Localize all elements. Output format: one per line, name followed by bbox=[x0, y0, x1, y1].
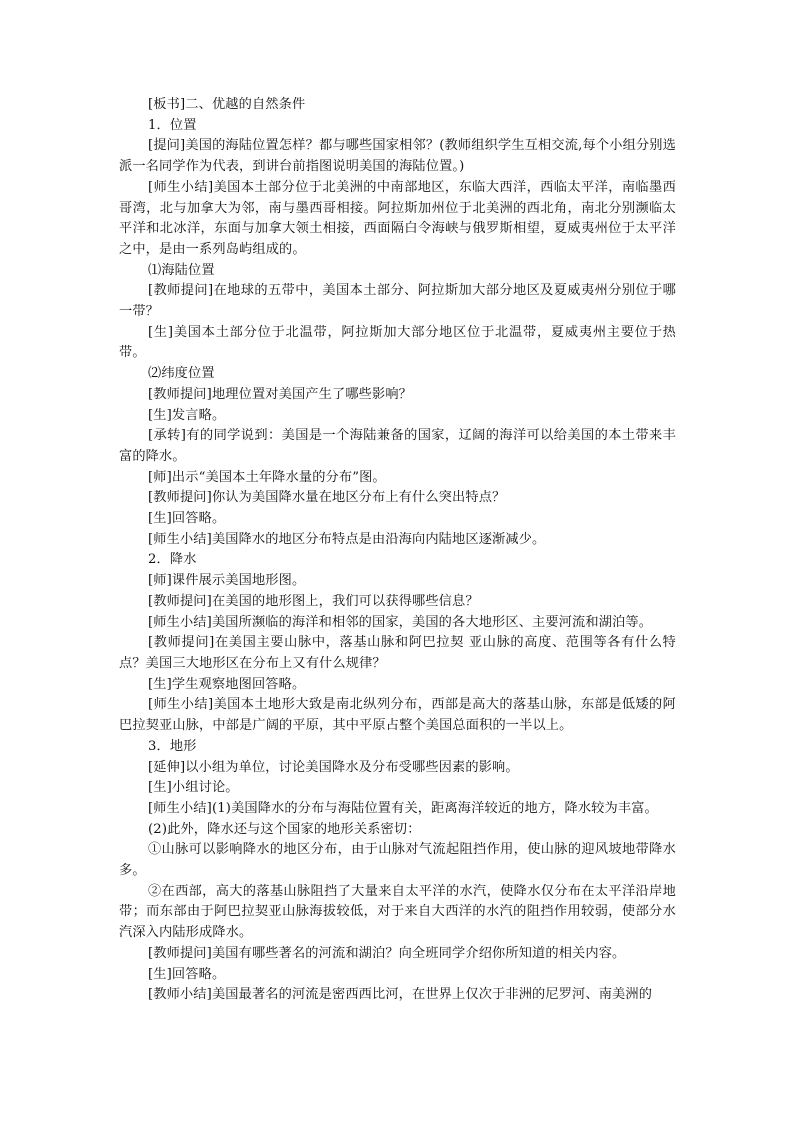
subheading-latitude-position: ⑵纬度位置 bbox=[148, 366, 215, 382]
paragraph: [师]课件展示美国地形图。 bbox=[148, 573, 306, 589]
paragraph: [生]小组讨论。 bbox=[148, 780, 239, 796]
paragraph: [生]发言略。 bbox=[148, 407, 226, 423]
paragraph: [师生小结]美国所濒临的海洋和相邻的国家，美国的各大地形区、主要河流和湖泊等。 bbox=[148, 614, 653, 630]
paragraph: [师生小结]美国本土部分位于北美洲的中南部地区，东临大西洋，西临太平洋，南临墨西哥湾，北与加拿大为邻，南与墨西哥相接。阿拉斯加州位于北美洲的西北角，南北分别濒临太平洋和北冰洋，东面与加拿大领土相接，西面隔白令海峡与俄罗斯相望，夏威夷州位于太平洋之中，是由一系列岛屿组成的。 bbox=[119, 179, 676, 257]
paragraph: [提问]美国的海陆位置怎样？都与哪些国家相邻？(教师组织学生互相交流,每个小组分别选派一名同学作为代表，到讲台前指图说明美国的海陆位置。) bbox=[119, 138, 676, 175]
paragraph: [教师提问]地理位置对美国产生了哪些影响？ bbox=[148, 386, 413, 402]
paragraph: [教师提问]你认为美国降水量在地区分布上有什么突出特点？ bbox=[148, 490, 506, 506]
paragraph: [师]出示“美国本土年降水量的分布”图。 bbox=[148, 469, 386, 485]
paragraph: [师生小结]美国降水的地区分布特点是由沿海向内陆地区逐渐减少。 bbox=[148, 531, 546, 547]
paragraph: [承转]有的同学说到：美国是一个海陆兼备的国家，辽阔的海洋可以给美国的本土带来丰富的降水。 bbox=[119, 428, 676, 464]
paragraph: [延伸]以小组为单位，讨论美国降水及分布受哪些因素的影响。 bbox=[148, 759, 519, 775]
paragraph: [生]回答略。 bbox=[148, 511, 226, 527]
paragraph: [教师提问]在美国的地形图上，我们可以获得哪些信息？ bbox=[148, 593, 479, 609]
paragraph: [师生小结]美国本土地形大致是南北纵列分布，西部是高大的落基山脉，东部是低矮的阿巴拉契亚山脉，中部是广阔的平原，其中平原占整个美国总面积的一半以上。 bbox=[119, 697, 676, 734]
paragraph: ②在西部，高大的落基山脉阻挡了大量来自太平洋的水汽，使降水仅分布在太平洋沿岸地带；而东部由于阿巴拉契亚山脉海拔较低，对于来自大西洋的水汽的阻挡作用较弱，使部分水汽深入内陆形成降水。 bbox=[119, 883, 676, 941]
paragraph: [教师小结]美国最著名的河流是密西西比河，在世界上仅次于非洲的尼罗河、南美洲的 bbox=[148, 987, 653, 1003]
section-heading-terrain: 3．地形 bbox=[148, 738, 197, 754]
paragraph: [师生小结](1)美国降水的分布与海陆位置有关，距离海洋较近的地方，降水较为丰富。 bbox=[148, 800, 658, 816]
paragraph: (2)此外，降水还与这个国家的地形关系密切： bbox=[148, 821, 421, 837]
paragraph: [教师提问]在地球的五带中，美国本土部分、阿拉斯加大部分地区及夏威夷州分别位于哪一带？ bbox=[119, 283, 676, 320]
paragraph: [生]美国本土部分位于北温带，阿拉斯加大部分地区位于北温带，夏威夷州主要位于热带。 bbox=[119, 324, 676, 361]
paragraph: [生]回答略。 bbox=[148, 966, 226, 982]
section-heading-location: 1．位置 bbox=[148, 117, 197, 133]
document-page bbox=[119, 95, 676, 1006]
paragraph: [教师提问]在美国主要山脉中，落基山脉和阿巴拉契 亚山脉的高度、范围等各有什么特点？美国三大地形区在分布上又有什么规律？ bbox=[119, 635, 676, 671]
subheading-sea-land-position: ⑴海陆位置 bbox=[148, 262, 215, 278]
paragraph: ①山脉可以影响降水的地区分布，由于山脉对气流起阻挡作用，使山脉的迎风坡地带降水多。 bbox=[119, 842, 676, 879]
paragraph: [生]学生观察地图回答略。 bbox=[148, 676, 306, 692]
heading-board-title: [板书]二、优越的自然条件 bbox=[148, 97, 306, 112]
paragraph: [教师提问]美国有哪些著名的河流和湖泊？向全班同学介绍你所知道的相关内容。 bbox=[148, 945, 626, 961]
section-heading-precipitation: 2．降水 bbox=[148, 552, 197, 568]
